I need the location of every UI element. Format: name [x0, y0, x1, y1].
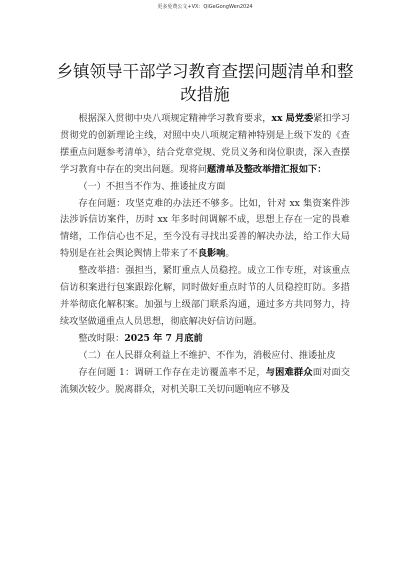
- header-note: 更多免费公文+VX：QiGeGongWen2024: [157, 4, 253, 10]
- section-1-problem: 存在问题：攻坚克难的办法还不够多。比如，针对 xx 集资案件涉法涉诉信访案件，历时 xx 年多时间调解不成，思想上存在一定的畏难情绪，工作信心也不足，至今没有寻找出妥善的解决办法，给工作大局特别是在社会舆论舆情上带来了不良影响。: [60, 197, 350, 260]
- document-body: [60, 111, 350, 398]
- section-2-problem: 存在问题 1：调研工作存在走访覆盖率不足，与困难群众面对面交流频次较少。脱离群众，对机关职工关切问题响应不够及: [60, 366, 351, 395]
- section-2-heading: （二）在人民群众利益上不维护、不作为，消极应付、推诿扯皮: [78, 349, 336, 361]
- section-1-measure: 整改举措：强担当，紧盯重点人员稳控。成立工作专班，对该重点信访积案进行包案跟踪化解，同时做好重点时节的人员稳控盯防。多措并举彻底化解积案。加强与上级部门联系沟通，通过多方共同努力，持续攻坚做通重点人员思想，彻底解决好信访问题。: [60, 265, 350, 327]
- intro-paragraph: 根据深入贯彻中央八项规定精神学习教育要求，xx 局党委紧扣学习贯彻党的创新理论主线，对照中央八项规定精神特别是上级下发的《查摆重点问题参考清单》，结合党章党规、党员义务和岗位职责，深入查摆学习教育中存在的突出问题。现将问题清单及整改举措汇报如下：: [60, 113, 351, 175]
- section-1-deadline: 整改时限：2025 年 7 月底前: [78, 332, 203, 344]
- document-title: 乡镇领导干部学习教育查摆问题清单和整改措施: [56, 62, 354, 104]
- section-1-heading: （一）不担当不作为、推诿扯皮方面: [78, 180, 226, 192]
